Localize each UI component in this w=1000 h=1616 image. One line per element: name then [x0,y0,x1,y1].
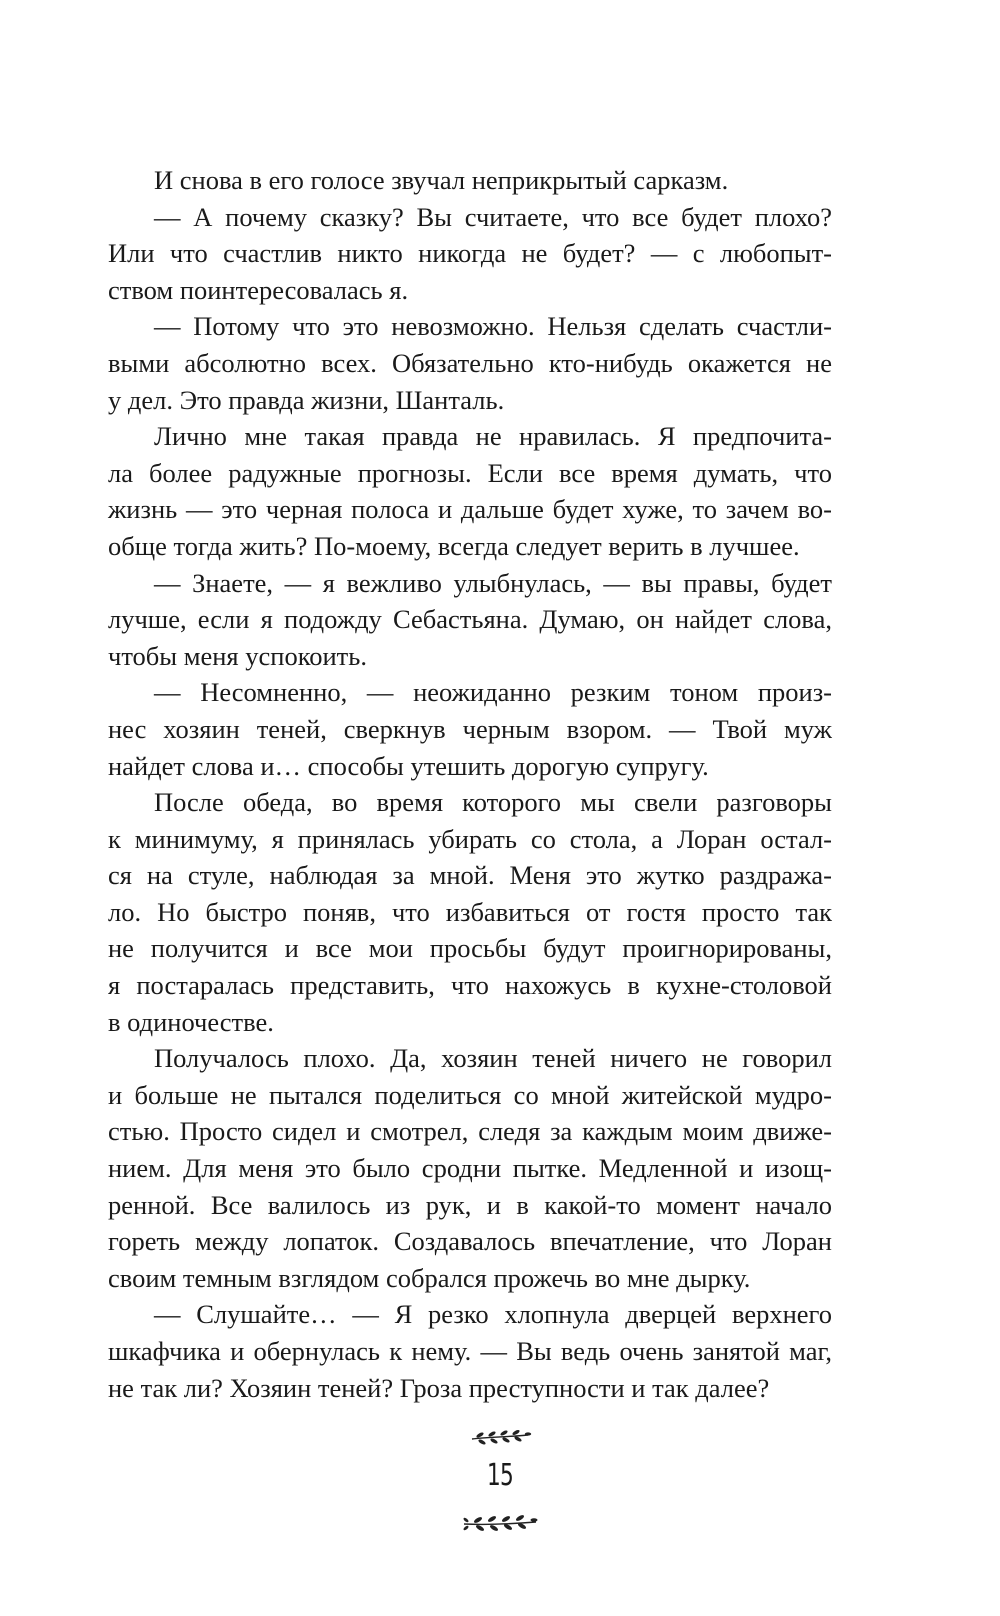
paragraph [108,308,832,418]
laurel-sprig-top-icon [468,1428,532,1446]
text-line: — Потому что это невозможно. Нельзя сделать счастли- [154,311,832,342]
text-line: выми абсолютно всех. Обязательно кто-нибудь окажется не [108,347,832,378]
paragraph [108,565,832,675]
text-line: ством поинтересовалась я. [108,274,409,305]
text-line: — Слушайте… — Я резко хлопнула дверцей верхнего [154,1299,832,1330]
text-line: ся на стуле, наблюдая за мной. Меня это жутко раздража- [108,860,832,891]
paragraph [108,1040,832,1296]
text-line: найдет слова и… способы утешить дорогую супругу. [108,750,709,781]
text-line: ла более радужные прогнозы. Если все время думать, что [108,457,832,488]
paragraph [108,418,832,564]
folio [0,1428,1000,1548]
paragraph [108,162,832,199]
text-line: ренной. Все валилось из рук, и в какой-то момент начало [108,1189,832,1220]
paragraph [108,674,832,784]
text-line: к минимуму, я принялась убирать со стола, а Лоран остал- [108,823,832,854]
text-line: и больше не пытался поделиться со мной житейской мудро- [108,1079,832,1110]
text-line: не так ли? Хозяин теней? Гроза преступности и так далее? [108,1372,770,1403]
text-line: лучше, если я подожду Себастьяна. Думаю, он найдет слова, [108,604,832,635]
text-line: Или что счастлив никто никогда не будет? — с любопыт- [108,238,832,269]
text-line: я постаралась представить, что нахожусь в кухне-столовой [108,970,832,1001]
text-line: ло. Но быстро поняв, что избавиться от гостя просто так [108,896,832,927]
text-line: шкафчика и обернулась к нему. — Вы ведь очень занятой маг, [108,1336,832,1366]
text-line: — А почему сказку? Вы считаете, что все будет плохо? [154,201,832,232]
text-line: нием. Для меня это было сродни пытке. Медленной и изощ- [108,1153,832,1184]
paragraph [108,1296,832,1406]
text-line: обще тогда жить? По-моему, всегда следует верить в лучшее. [108,530,800,561]
text-line: Лично мне такая правда не нравилась. Я предпочита- [154,421,832,452]
text-line: гореть между лопаток. Создавалось впечатление, что Лоран [108,1226,832,1257]
text-line: чтобы меня успокоить. [108,640,367,671]
text-line: своим темным взглядом собрался прожечь во мне дырку. [108,1262,751,1293]
text-line: жизнь — это черная полоса и дальше будет хуже, то зачем во- [108,494,832,525]
text-line: — Несомненно, — неожиданно резким тоном произ- [154,677,832,708]
body-text [108,162,832,1406]
paragraph [108,784,832,1040]
laurel-sprig-bottom-icon [460,1512,540,1534]
text-line: стью. Просто сидел и смотрел, следя за каждым моим движе- [108,1116,832,1147]
text-line: — Знаете, — я вежливо улыбнулась, — вы правы, будет [154,567,832,598]
paragraph [108,199,832,309]
text-line: И снова в его голосе звучал неприкрытый сарказм. [154,165,729,195]
text-line: нес хозяин теней, сверкнув черным взором. — Твой муж [108,713,832,744]
text-line: не получится и все мои просьбы будут проигнорированы, [108,933,832,964]
text-line: Получалось плохо. Да, хозяин теней ничего не говорил [154,1043,832,1074]
page-number: 15 [486,1458,514,1493]
text-line: у дел. Это правда жизни, Шанталь. [108,384,505,415]
text-line: После обеда, во время которого мы свели разговоры [154,787,832,818]
text-line: в одиночестве. [108,1006,274,1037]
